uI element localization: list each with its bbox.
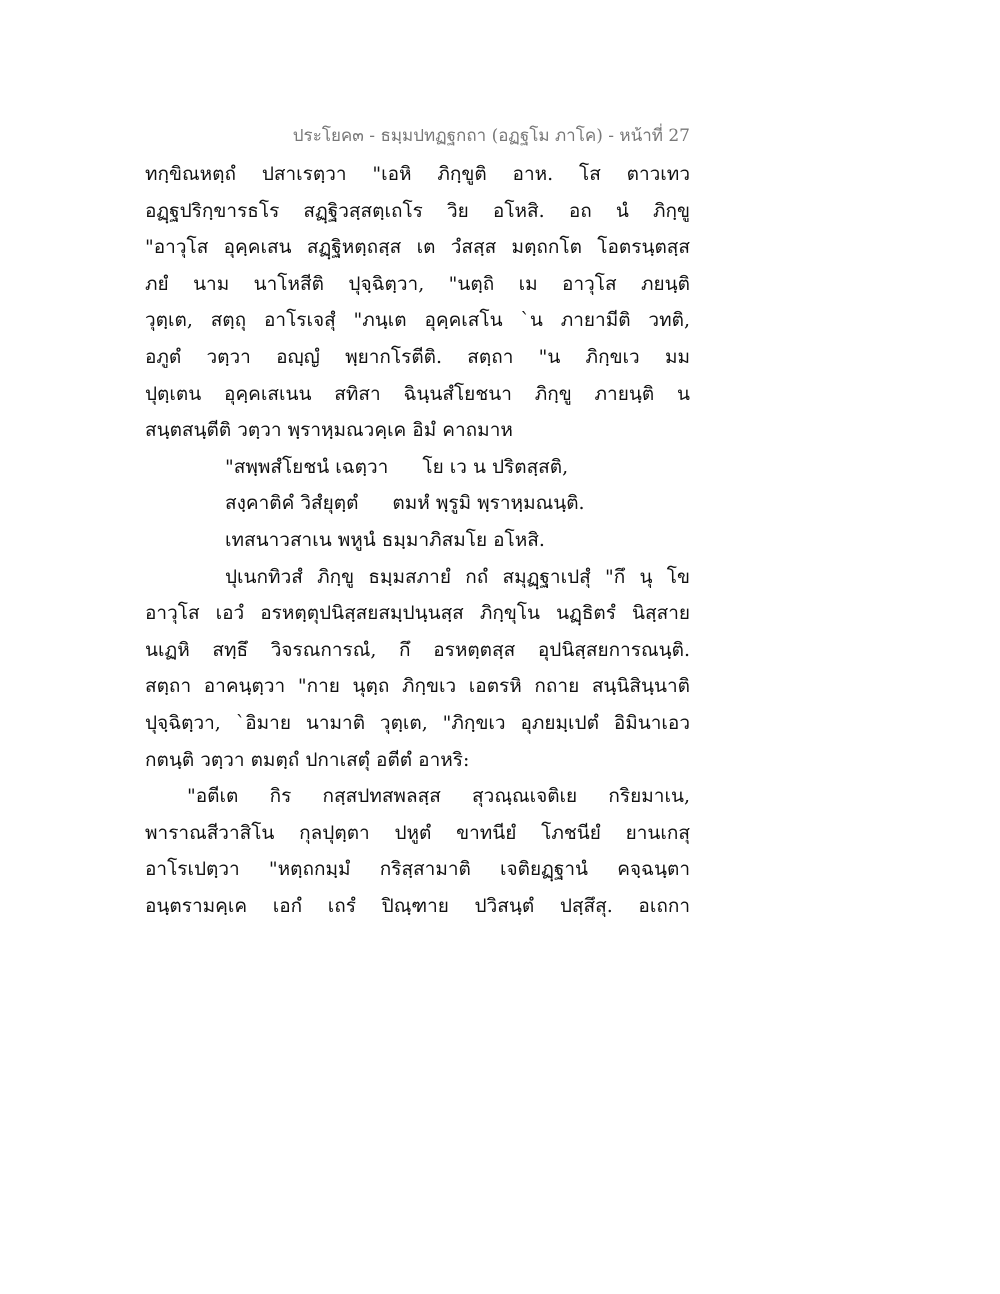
running-header: ประโยค๓ - ธมฺมปทฏฐกถา (อฏฐโม ภาโค) - หน้าที่ 27 [292, 126, 690, 146]
text-line: พาราณสีวาสิโน กุลปุตฺตา ปหูตํ ขาทนียํ โภชนียํ ยานเกสุ [145, 821, 690, 844]
text-line: นเฏหิ สทฺธึ วิจรณการณํ, กึ อรหตฺตสฺส อุปนิสฺสยการณนฺติ. [145, 638, 690, 661]
text-line: ปุเนกทิวสํ ภิกฺขู ธมฺมสภายํ กถํ สมุฏฺฐาเปสุํ "กึ นุ โข [225, 565, 690, 588]
text-line: ปุจฺฉิตฺวา, `อิมาย นามาติ วุตฺเต, "ภิกฺขเว อุภยมฺเปตํ อิมินาเอว [145, 711, 690, 734]
text-line: อาวุโส เอวํ อรหตฺตุปนิสฺสยสมฺปนฺนสฺส ภิกฺขุโน นฏฺธิตรํ นิสฺสาย [145, 602, 690, 625]
text-line: อาโรเปตฺวา "หตฺถกมฺมํ กริสฺสามาติ เจติยฏฺฐานํ คจฺฉนฺตา [145, 858, 690, 881]
text-line: อฏฺฐปริกฺขารธโร สฏฺฐิวสฺสตฺเถโร วิย อโหสิ. อถ นํ ภิกฺขู [145, 199, 690, 222]
verse-line-second-half: ตมหํ พฺรูมิ พฺราหฺมณนฺติ. [392, 492, 585, 515]
text-line: ทกฺขิณหตฺถํ ปสาเรตฺวา "เอหิ ภิกฺขูติ อาห. โส ตาวเทว [145, 163, 690, 185]
verse-line-first-half: "สพฺพสํโยชนํ เฉตฺวา [225, 455, 389, 478]
text-line: กตนฺติ วตฺวา ตมตฺถํ ปกาเสตุํ อตีตํ อาหริ: [145, 748, 470, 771]
verse-line-first-half: สงฺคาติคํ วิสํยุตฺตํ [225, 492, 359, 515]
text-line: "อตีเต กิร กสฺสปทสพลสฺส สุวณฺณเจติเย กริยมาเน, [187, 785, 690, 808]
text-line: ภยํ นาม นาโหสีติ ปุจฺฉิตฺวา, "นตฺถิ เม อาวุโส ภยนฺติ [145, 272, 690, 295]
text-line: สตฺถา อาคนฺตฺวา "กาย นุตฺถ ภิกฺขเว เอตรหิ กถาย สนฺนิสินฺนาติ [145, 675, 690, 698]
text-line: "อาวุโส อุคฺคเสน สฏฺฐิหตฺถสฺส เต วํสสฺส มตฺถกโต โอตรนฺตสฺส [145, 236, 690, 259]
verse-conclusion: เทสนาวสาเน พหูนํ ธมฺมาภิสมโย อโหสิ. [225, 528, 545, 551]
text-line: ปุตฺเตน อุคฺคเสเนน สทิสา ฉินฺนสํโยชนา ภิกฺขู ภายนฺติ น [145, 382, 690, 405]
text-line: วุตฺเต, สตฺถุ อาโรเจสุํ "ภนฺเต อุคฺคเสโน `น ภายามีติ วทติ, [145, 309, 690, 332]
verse-line-second-half: โย เว น ปริตสฺสติ, [422, 455, 569, 478]
body-text [145, 156, 690, 924]
verse-line [145, 485, 690, 522]
verse-line [145, 449, 690, 486]
text-line: อนฺตรามคฺเค เอกํ เถรํ ปิณฺฑาย ปวิสนฺตํ ปสฺสึสุ. อเถกา [145, 894, 690, 917]
text-line: สนฺตสนฺตีติ วตฺวา พฺราหฺมณวคฺเค อิมํ คาถมาห [145, 419, 513, 442]
text-line: อภูตํ วตฺวา อญฺญํ พฺยากโรตีติ. สตฺถา "น ภิกฺขเว มม [145, 345, 690, 368]
